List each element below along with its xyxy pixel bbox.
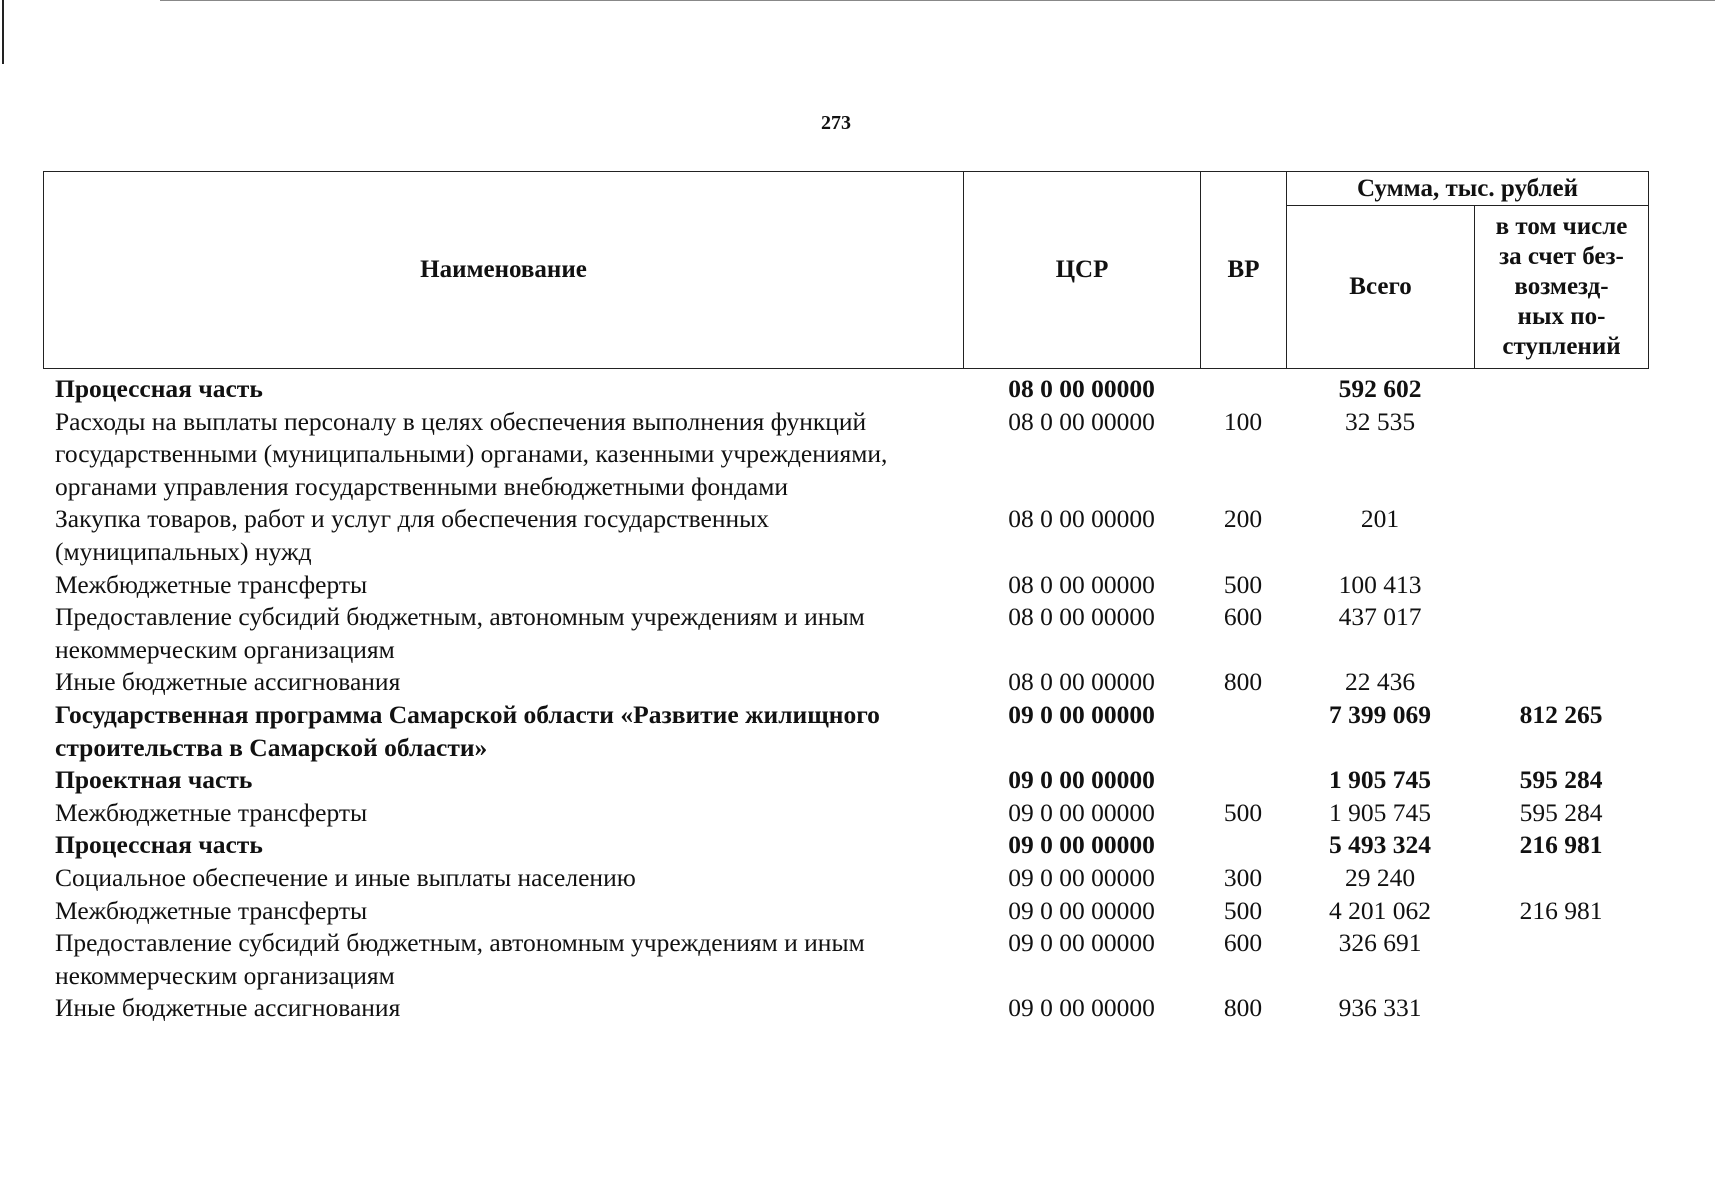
row-vr: 800 xyxy=(1223,993,1263,1023)
row-total: 936 331 xyxy=(1338,993,1422,1023)
row-name: Расходы на выплаты персоналу в целях обеспечения выполнения функций государственными (муниципальными) органами, казенными учреждениями, органами управления государственными внебюджетными фондами xyxy=(55,406,888,501)
row-csr: 08 0 00 00000 xyxy=(1008,602,1155,632)
row-vr: 800 xyxy=(1223,667,1263,697)
row-csr: 09 0 00 00000 xyxy=(1008,993,1155,1023)
table-row xyxy=(43,895,1648,928)
row-total: 1 905 745 xyxy=(1329,765,1431,795)
row-name: Иные бюджетные ассигнования xyxy=(55,993,401,1023)
row-csr: 08 0 00 00000 xyxy=(1008,667,1155,697)
row-gratuitous xyxy=(1474,373,1648,406)
row-vr: 500 xyxy=(1223,569,1263,599)
header-name: Наименование xyxy=(44,172,964,369)
row-name: Процессная часть xyxy=(55,830,263,860)
row-gratuitous xyxy=(1474,569,1648,602)
header-gratuitous-line: возмезд- xyxy=(1514,273,1609,300)
row-name: Межбюджетные трансферты xyxy=(55,569,368,599)
table-row xyxy=(43,373,1648,406)
table-row xyxy=(43,862,1648,895)
table-row xyxy=(43,927,1648,992)
row-total: 437 017 xyxy=(1338,602,1422,632)
row-csr: 09 0 00 00000 xyxy=(1008,862,1155,892)
table-row xyxy=(43,797,1648,830)
row-gratuitous xyxy=(1474,666,1648,699)
row-vr xyxy=(1200,829,1286,862)
table-row xyxy=(43,666,1648,699)
row-csr: 09 0 00 00000 xyxy=(1008,765,1155,795)
row-vr: 300 xyxy=(1223,862,1263,892)
header-gratuitous xyxy=(1475,206,1649,369)
header-vr: ВР xyxy=(1201,172,1287,369)
header-csr: ЦСР xyxy=(964,172,1201,369)
row-gratuitous xyxy=(1474,503,1648,568)
row-total: 7 399 069 xyxy=(1329,699,1431,729)
row-name: Закупка товаров, работ и услуг для обеспечения государственных (муниципальных) нужд xyxy=(55,504,770,566)
header-gratuitous-line: ступлений xyxy=(1502,333,1621,360)
header-gratuitous-line: за счет без- xyxy=(1499,243,1624,270)
row-name: Государственная программа Самарской области «Развитие жилищного строительства в Самарской области» xyxy=(55,699,880,762)
row-total: 326 691 xyxy=(1338,928,1422,958)
row-csr: 08 0 00 00000 xyxy=(1008,504,1155,534)
row-csr: 09 0 00 00000 xyxy=(1008,699,1155,729)
row-total: 29 240 xyxy=(1344,862,1416,892)
row-vr xyxy=(1200,764,1286,797)
table-row xyxy=(43,992,1648,1025)
row-gratuitous: 595 284 xyxy=(1519,765,1603,795)
row-total: 1 905 745 xyxy=(1329,797,1431,827)
header-gratuitous-line: ных по- xyxy=(1517,303,1606,330)
row-gratuitous: 216 981 xyxy=(1519,830,1603,860)
row-vr xyxy=(1200,699,1286,764)
row-csr: 08 0 00 00000 xyxy=(1008,374,1155,403)
row-total: 201 xyxy=(1360,504,1400,534)
row-gratuitous: 812 265 xyxy=(1519,699,1603,729)
row-name: Предоставление субсидий бюджетным, автономным учреждениям и иным некоммерческим организациям xyxy=(55,928,865,990)
table-row xyxy=(43,764,1648,797)
row-gratuitous: 595 284 xyxy=(1519,797,1603,827)
row-total: 32 535 xyxy=(1344,406,1416,436)
row-gratuitous xyxy=(1474,992,1648,1025)
row-vr: 600 xyxy=(1223,602,1263,632)
table-row xyxy=(43,569,1648,602)
row-name: Иные бюджетные ассигнования xyxy=(55,667,401,697)
row-total: 592 602 xyxy=(1338,374,1422,403)
header-total: Всего xyxy=(1287,206,1475,369)
row-csr: 08 0 00 00000 xyxy=(1008,406,1155,436)
row-vr: 500 xyxy=(1223,895,1263,925)
row-name: Социальное обеспечение и иные выплаты населению xyxy=(55,862,636,892)
header-gratuitous-line: в том числе xyxy=(1495,213,1628,240)
row-csr: 09 0 00 00000 xyxy=(1008,830,1155,860)
row-name: Предоставление субсидий бюджетным, автономным учреждениям и иным некоммерческим организациям xyxy=(55,602,865,664)
row-name: Проектная часть xyxy=(55,765,253,795)
row-gratuitous xyxy=(1474,862,1648,895)
row-name: Межбюджетные трансферты xyxy=(55,895,368,925)
row-total: 100 413 xyxy=(1338,569,1422,599)
row-gratuitous: 216 981 xyxy=(1519,895,1603,925)
row-total: 4 201 062 xyxy=(1329,895,1431,925)
page-number: 273 xyxy=(821,112,851,134)
row-name: Межбюджетные трансферты xyxy=(55,797,368,827)
row-csr: 09 0 00 00000 xyxy=(1008,928,1155,958)
header-sum: Сумма, тыс. рублей xyxy=(1287,172,1649,206)
row-gratuitous xyxy=(1474,927,1648,992)
scan-edge-left xyxy=(2,0,4,64)
row-gratuitous xyxy=(1474,406,1648,504)
table-row xyxy=(43,601,1648,666)
row-vr: 100 xyxy=(1223,406,1263,436)
row-csr: 09 0 00 00000 xyxy=(1008,797,1155,827)
table-row xyxy=(43,406,1648,504)
row-vr xyxy=(1200,373,1286,406)
row-vr: 200 xyxy=(1223,504,1263,534)
table-row xyxy=(43,699,1648,764)
row-vr: 500 xyxy=(1223,797,1263,827)
table-row xyxy=(43,503,1648,568)
table-body xyxy=(43,373,1648,1025)
row-vr: 600 xyxy=(1223,928,1263,958)
scan-edge-top xyxy=(160,0,1715,1)
table-row xyxy=(43,829,1648,862)
row-name: Процессная часть xyxy=(55,374,263,403)
row-csr: 08 0 00 00000 xyxy=(1008,569,1155,599)
row-csr: 09 0 00 00000 xyxy=(1008,895,1155,925)
row-total: 22 436 xyxy=(1344,667,1416,697)
row-gratuitous xyxy=(1474,601,1648,666)
table-header xyxy=(43,171,1649,369)
row-total: 5 493 324 xyxy=(1329,830,1431,860)
